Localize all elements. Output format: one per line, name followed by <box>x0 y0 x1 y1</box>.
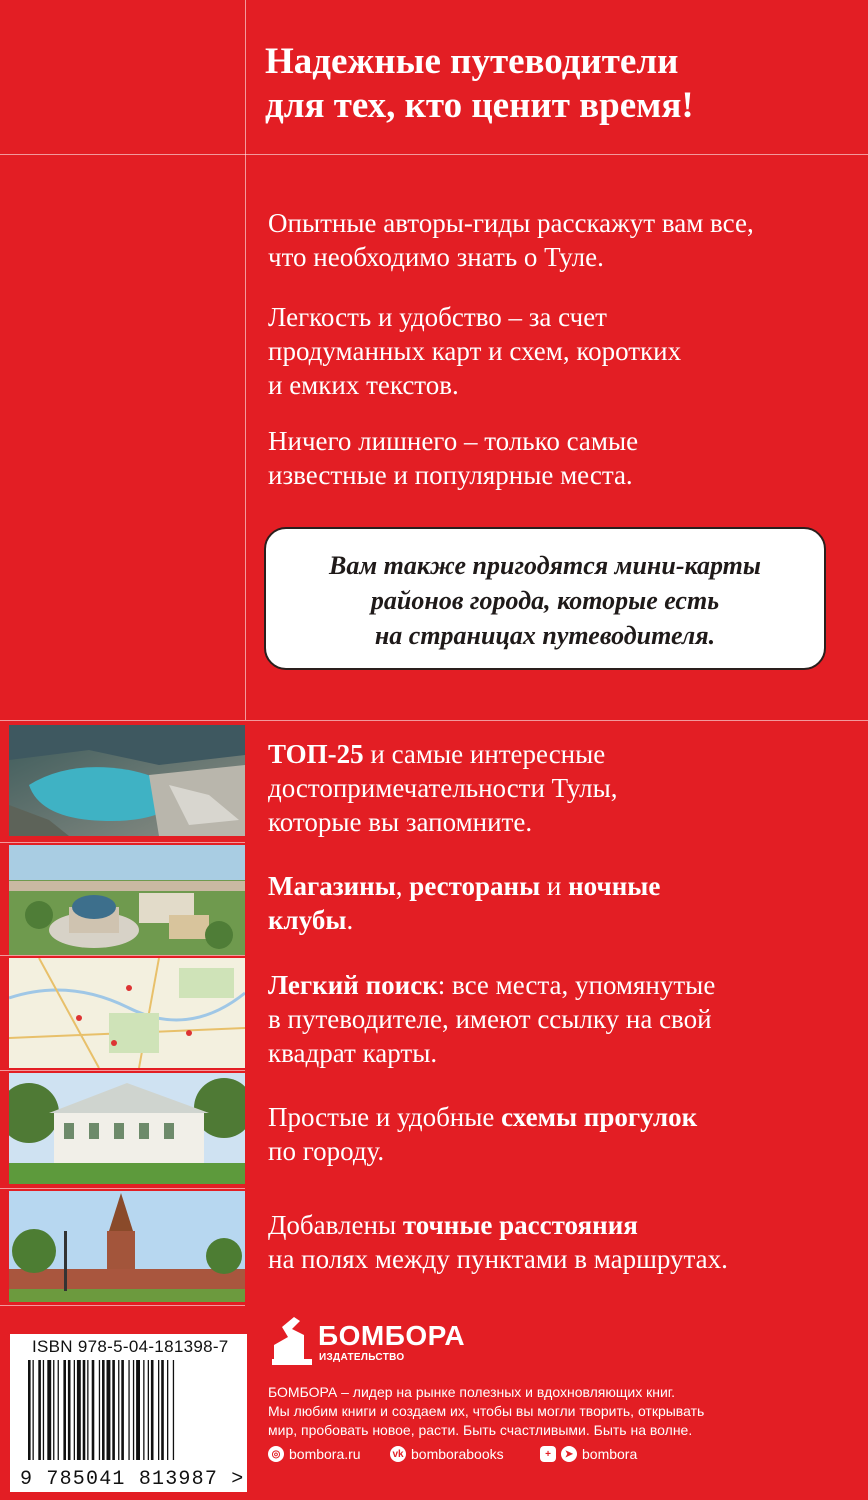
photo-divider <box>0 1188 245 1189</box>
feature-text: квадрат карты. <box>268 1038 438 1068</box>
intro-paragraph <box>268 424 848 492</box>
feature-text: на полях между пунктами в маршрутах. <box>268 1244 728 1274</box>
quarry-lake-photo <box>9 725 245 836</box>
feature-text: Простые и удобные <box>268 1102 502 1132</box>
text-line: Легкость и удобство – за счет <box>268 302 607 332</box>
feature-distances <box>268 1208 848 1276</box>
cover-heading <box>265 40 855 128</box>
text-line: что необходимо знать о Туле. <box>268 242 604 272</box>
isbn-text: ISBN 978-5-04-181398-7 <box>32 1337 229 1356</box>
feature-walks <box>268 1100 848 1168</box>
text-line: Ничего лишнего – только самые <box>268 426 639 456</box>
text-line: известные и популярные места. <box>268 460 633 490</box>
feature-text: которые вы запомните. <box>268 807 533 837</box>
vk-label: bomborabooks <box>411 1446 504 1462</box>
feature-bold: рестораны <box>409 871 541 901</box>
callout-line: на страницах путеводителя. <box>374 621 716 650</box>
intro-paragraph <box>268 300 848 402</box>
feature-text: по городу. <box>268 1136 385 1166</box>
feature-text: . <box>346 905 354 935</box>
kremlin-tower-photo <box>9 1191 245 1302</box>
feature-shops <box>268 869 848 937</box>
feature-text: : все места, упомянутые <box>437 970 716 1000</box>
photo-divider <box>0 1070 245 1071</box>
barcode <box>10 1334 247 1492</box>
website-label: bombora.ru <box>289 1446 361 1462</box>
feature-bold: ТОП-25 <box>268 739 364 769</box>
heading-line: для тех, кто ценит время! <box>265 85 694 126</box>
vk-icon: vk <box>390 1446 406 1462</box>
telegram-link[interactable] <box>540 1446 637 1462</box>
feature-bold: схемы прогулок <box>501 1102 698 1132</box>
feature-text: достопримечательности Тулы, <box>268 773 618 803</box>
feature-top25 <box>268 737 848 839</box>
city-map-thumbnail <box>9 958 245 1069</box>
estate-house-photo <box>9 1073 245 1184</box>
column-divider <box>245 0 246 720</box>
feature-bold: клубы <box>268 905 347 935</box>
feature-text: и самые интересные <box>363 739 606 769</box>
publisher-name: БОМБОРА <box>318 1320 466 1351</box>
text-line: Опытные авторы-гиды расскажут вам все, <box>268 208 754 238</box>
city-aerial-photo <box>9 845 245 956</box>
globe-icon: ◎ <box>268 1446 284 1462</box>
publisher-subtitle: ИЗДАТЕЛЬСТВО <box>319 1352 405 1363</box>
feature-text: и <box>540 871 569 901</box>
mini-maps-callout <box>264 527 826 670</box>
photo-divider <box>0 1305 245 1306</box>
feature-text: , <box>395 871 410 901</box>
feature-bold: Магазины <box>268 871 396 901</box>
intro-paragraph <box>268 206 848 274</box>
about-line: Мы любим книги и создаем их, чтобы вы могли творить, открывать <box>268 1403 705 1419</box>
feature-bold: Легкий поиск <box>268 970 438 1000</box>
text-line: и емких текстов. <box>268 370 459 400</box>
telegram-icon: ➤ <box>561 1446 577 1462</box>
features-divider <box>0 720 868 721</box>
about-line: БОМБОРА – лидер на рынке полезных и вдохновляющих книг. <box>268 1384 676 1400</box>
photo-divider <box>0 842 245 843</box>
ean-digits: 9 785041 813987 > <box>20 1468 245 1491</box>
heading-divider <box>0 154 868 155</box>
feature-text: в путеводителе, имеют ссылку на свой <box>268 1004 712 1034</box>
about-line: мир, пробовать новое, расти. Быть счастливыми. Быть на волне. <box>268 1422 693 1438</box>
feature-text: Добавлены <box>268 1210 403 1240</box>
plus-icon: + <box>540 1446 556 1462</box>
feature-search <box>268 968 848 1070</box>
callout-line: районов города, которые есть <box>370 586 720 615</box>
feature-bold: точные расстояния <box>402 1210 638 1240</box>
callout-line: Вам также пригодятся мини-карты <box>329 551 761 580</box>
website-link[interactable] <box>268 1446 361 1462</box>
text-line: продуманных карт и схем, коротких <box>268 336 682 366</box>
vk-link[interactable] <box>390 1446 504 1462</box>
feature-bold: ночные <box>568 871 661 901</box>
telegram-label: bombora <box>582 1446 638 1462</box>
publisher-about <box>268 1383 828 1440</box>
heading-line: Надежные путеводители <box>265 41 679 82</box>
barcode-bars <box>28 1360 228 1468</box>
